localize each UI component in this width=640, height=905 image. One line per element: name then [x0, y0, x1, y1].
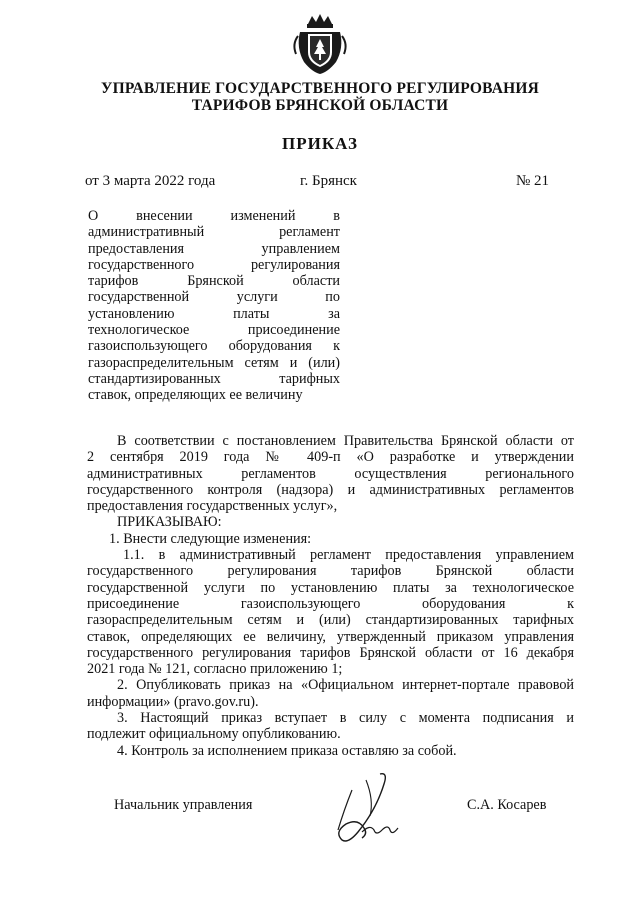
item-1-1-line: ставок, определяющих ее величину, утвержденный приказом управления — [87, 628, 574, 645]
document-city: г. Брянск — [300, 173, 357, 189]
document-body — [87, 433, 574, 759]
item-1: 1. Внести следующие изменения: — [109, 530, 312, 547]
preamble-line: предоставления государственных услуг», — [87, 498, 338, 515]
subject-line: предоставления управлением — [88, 240, 340, 257]
document-subject — [88, 208, 340, 404]
handwritten-signature — [318, 770, 418, 850]
item-1-1-line: газораспределительным сетям и (или) стандартизированных тарифных — [87, 612, 574, 629]
item-3-line: 3. Настоящий приказ вступает в силу с момента подписания и — [117, 710, 574, 727]
org-line-2: ТАРИФОВ БРЯНСКОЙ ОБЛАСТИ — [191, 97, 449, 114]
subject-line: государственной услуги по — [88, 289, 340, 306]
subject-line: газораспределительным сетям и (или) — [88, 354, 340, 371]
item-1-1-line: 1.1. в административный регламент предоставления управлением — [123, 547, 574, 564]
subject-line: установлению платы за — [88, 305, 340, 322]
signatory-position: Начальник управления — [114, 797, 253, 813]
item-2-line: 2. Опубликовать приказ на «Официальном интернет-портале правовой — [117, 677, 574, 694]
document-date: от 3 марта 2022 года — [85, 173, 216, 189]
item-3-line: подлежит официальному опубликованию. — [87, 726, 341, 743]
organization-name — [60, 80, 580, 114]
item-1-1-line: государственного регулирования тарифов Брянской области от 16 декабря — [87, 644, 574, 661]
preamble-line: административных регламентов осуществления регионального — [87, 465, 574, 482]
item-1-1-line: присоединение газоиспользующего оборудования к — [87, 595, 574, 612]
item-2-line: информации» (pravo.gov.ru). — [87, 693, 259, 710]
subject-line: ставок, определяющих ее величину — [88, 387, 303, 404]
signatory-name: С.А. Косарев — [467, 797, 547, 813]
item-4: 4. Контроль за исполнением приказа оставляю за собой. — [117, 742, 457, 759]
preamble-line: государственного контроля (надзора) и административных регламентов — [87, 481, 574, 498]
item-1-1-line: государственной услуги по установлению платы за технологическое — [87, 579, 574, 596]
coat-of-arms-icon — [290, 14, 350, 76]
order-word: ПРИКАЗЫВАЮ: — [117, 514, 222, 531]
document-title: ПРИКАЗ — [282, 134, 358, 153]
subject-line: административный регламент — [88, 224, 340, 241]
subject-line: государственного регулирования — [88, 256, 340, 273]
item-1-1-line: 2021 года № 121, согласно приложению 1; — [87, 661, 343, 678]
subject-line: тарифов Брянской области — [88, 273, 340, 290]
subject-line: технологическое присоединение — [88, 322, 340, 339]
document-number: № 21 — [516, 173, 550, 189]
org-line-1: УПРАВЛЕНИЕ ГОСУДАРСТВЕННОГО РЕГУЛИРОВАНИЯ — [101, 80, 539, 97]
subject-line: О внесении изменений в — [88, 208, 340, 224]
item-1-1-line: государственного регулирования тарифов Брянской области — [87, 563, 574, 580]
preamble-line: 2 сентября 2019 года № 409-п «О разработке и утверждении — [87, 449, 574, 466]
subject-line: стандартизированных тарифных — [88, 370, 340, 387]
preamble-line: В соответствии с постановлением Правительства Брянской области от — [117, 433, 574, 449]
subject-line: газоиспользующего оборудования к — [88, 338, 340, 355]
